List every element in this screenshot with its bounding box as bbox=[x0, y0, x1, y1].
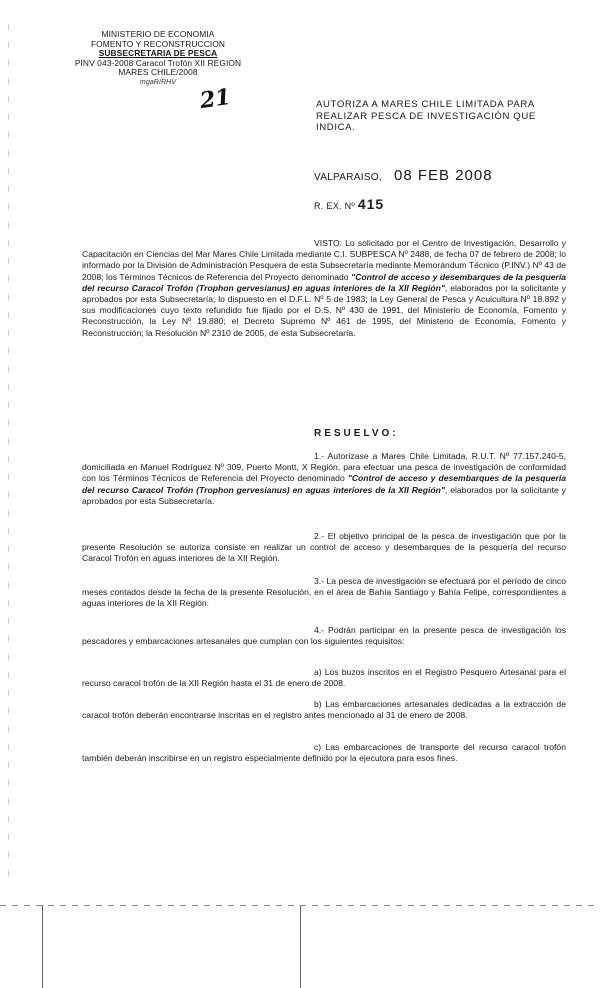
item-4-text: 4.- Podrán participar en la presente pesca de investigación los pescadores y embarcaciones artesanales que cumplan con los siguientes requisitos: bbox=[82, 625, 566, 647]
header-line-mares: MARES CHILE/2008 bbox=[118, 67, 198, 78]
item-2-paragraph bbox=[82, 531, 566, 565]
exempt-label: R. EX. Nº bbox=[314, 201, 355, 211]
item-4b-paragraph bbox=[82, 699, 566, 721]
header-line-fomento: FOMENTO Y RECONSTRUCCION bbox=[90, 38, 226, 49]
ministry-header bbox=[58, 30, 258, 88]
item-4a-paragraph bbox=[82, 667, 566, 689]
visto-text-1: Lo solicitado por el Centro de Investigación, Desarrollo y Capacitación en Ciencias del Mar Mares Chile Limitada mediante C.I. SUBPESCA Nº 2488, de fecha 07 de febrero de 2008; lo informado por la División de Administración Pesquera de esta Subsecretaría mediante Memorándum Técnico (P.INV.) Nº 43 de 2008; los Términos Técnicos de Referencia del Proyecto denominado bbox=[82, 238, 566, 282]
footer-divider-right bbox=[300, 905, 301, 988]
item-4c-text: c) Las embarcaciones de transporte del recurso caracol trofón también deberán inscribirse en un registro especialmente definido por la ejecutora para esos fines. bbox=[82, 742, 566, 764]
header-line-subsecretaria: SUBSECRETARIA DE PESCA bbox=[98, 48, 218, 59]
item-3-text: 3.- La pesca de investigación se efectuará por el período de cinco meses contados desde la fecha de la presente Resolución, en el área de Bahía Santiago y Bahía Felipe, correspondientes a aguas interiores de la XII Región. bbox=[82, 576, 566, 609]
exempt-number-value: 415 bbox=[357, 196, 385, 212]
item-1-project-name: "Control de acceso y desembarques de la pesquería del recurso Caracol Trofón (Trophon gervesianus) en aguas interiores de la XII Región" bbox=[82, 473, 566, 495]
visto-lead: VISTO: bbox=[314, 238, 343, 248]
header-line-ministry: MINISTERIO DE ECONOMIA bbox=[101, 29, 215, 39]
item-1-text-2: , elaborados por la solicitante y aprobados por esta Subsecretaría. bbox=[82, 484, 566, 506]
header-initials: mgaR/RHV bbox=[139, 78, 177, 86]
item-1-text-1: 1.- Autorízase a Mares Chile Limitada, R.U.T. Nº 77.157.240-5, domiciliada en Manuel Rodríguez Nº 309, Puerto Montt, X Región, para efectuar una pesca de investigación de conformidad con los Términos Técnicos de Referencia del Proyecto denominado bbox=[82, 451, 566, 484]
item-1-paragraph bbox=[82, 451, 566, 507]
footer-divider-left bbox=[42, 905, 43, 988]
header-line-pinv: PINV 043-2008 Caracol Trofón XII REGION bbox=[74, 57, 242, 68]
place-label: VALPARAISO, bbox=[314, 172, 382, 183]
scan-margin-line bbox=[8, 24, 9, 884]
handwritten-stamp: 21 bbox=[198, 83, 233, 115]
item-2-text: 2.- El objetivo principal de la pesca de investigación que por la presente Resolución se autoriza consiste en realizar un control de acceso y desembarques de la pesquería del recurso Caracol Trofón en aguas interiores de la XII Región. bbox=[82, 531, 566, 564]
item-4c-paragraph bbox=[82, 742, 566, 764]
item-4a-text: a) Los buzos inscritos en el Registro Pesquero Artesanal para el recurso caracol trofón de la XII Región hasta el 31 de enero de 2008. bbox=[82, 667, 566, 689]
item-3-paragraph bbox=[82, 576, 566, 610]
resuelvo-heading: RESUELVO: bbox=[314, 428, 399, 439]
visto-text-2: , elaborados por la solicitante y aprobados por esta Subsecretaría; lo dispuesto en el D.F.L. Nº 5 de 1983; la Ley General de Pesca y Acuicultura Nº 18.892 y sus modificaciones cuyo texto refundido fue fijado por el D.S. Nº 430 de 1991, del Ministerio de Economía, Fomento y Reconstrucción, la Ley Nº 19.880; el Decreto Supremo Nº 461 de 1995, del Ministerio de Economía, Fomento y Reconstrucción; la Resolución Nº 2310 de 2005, de esta Subsecretaría. bbox=[82, 282, 566, 338]
resolution-title: AUTORIZA A MARES CHILE LIMITADA PARA REALIZAR PESCA DE INVESTIGACIÓN QUE INDICA. bbox=[316, 99, 536, 133]
exempt-number bbox=[314, 196, 384, 212]
date-stamp: 08 FEB 2008 bbox=[394, 167, 493, 184]
visto-project-name: "Control de acceso y desembarques de la pesquería del recurso Caracol Trofón (Trophon gervesianus) en aguas interiores de la XII Región" bbox=[82, 271, 566, 293]
visto-paragraph bbox=[82, 238, 566, 339]
item-4b-text: b) Las embarcaciones artesanales dedicadas a la extracción de caracol trofón deberán encontrarse inscritas en el registro antes mencionado al 31 de enero de 2008. bbox=[82, 699, 566, 721]
item-4-paragraph bbox=[82, 625, 566, 647]
